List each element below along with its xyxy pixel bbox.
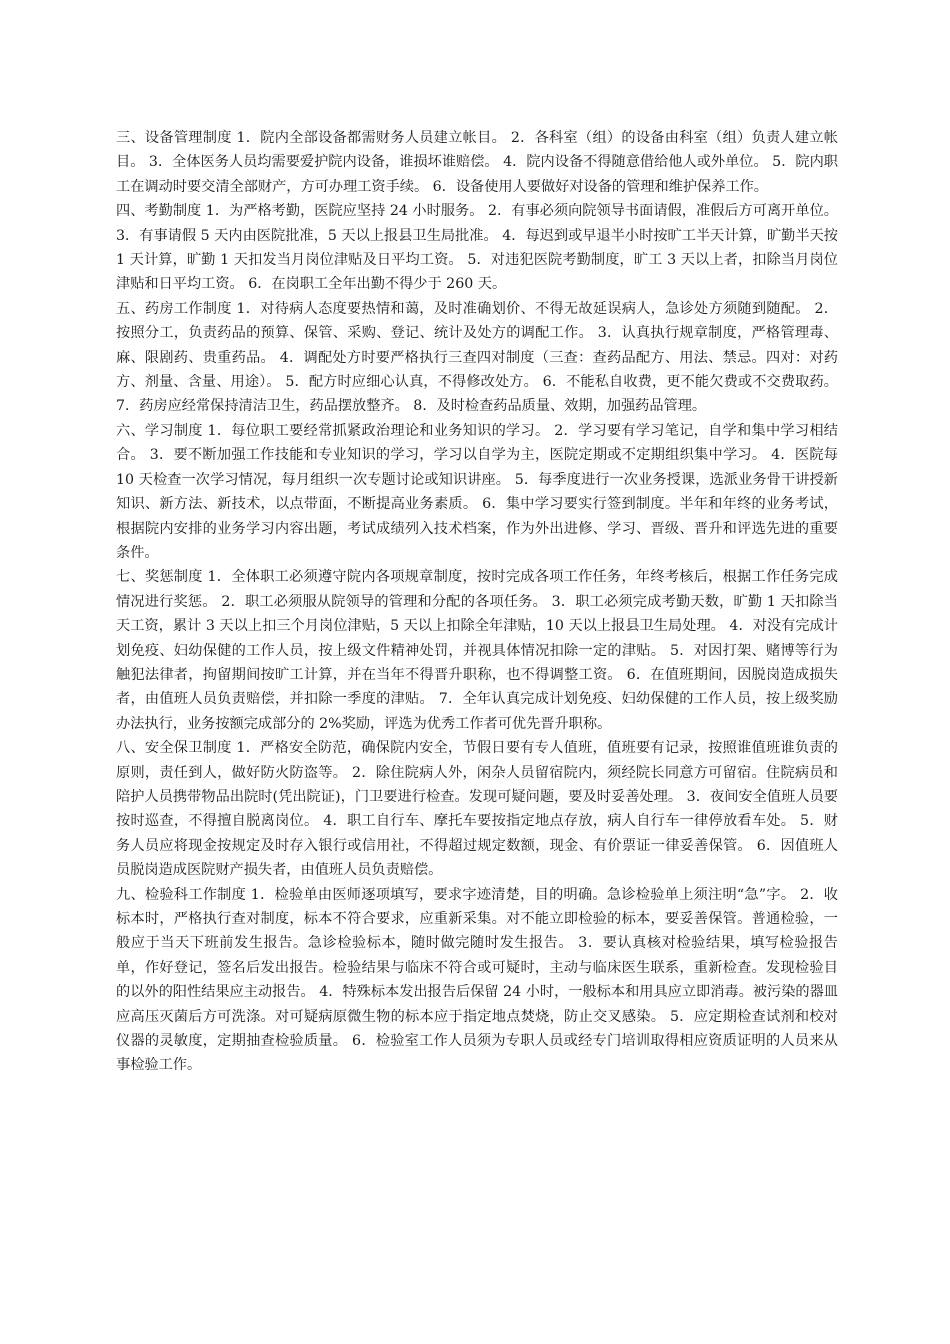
section-attendance: 四、考勤制度 1．为严格考勤，医院应坚持 24 小时服务。 2．有事必须向院领导书面请假，准假后方可离开单位。 3．有事请假 5 天内由医院批准，5 天以上报县卫生局批准。 4．每迟到或早退半小时按旷工半天计算，旷勤半天按 1 天计算，旷勤 1 天扣发当月岗位津贴及日平均工资。 5．对违犯医院考勤制度，旷工 3 天以上者，扣除当月岗位津贴和日平均工资。 6．在岗职工全年出勤不得少于 260 天。 (116, 203, 838, 293)
section-security: 八、安全保卫制度 1．严格安全防范，确保院内安全，节假日要有专人值班，值班要有记录，按照谁值班谁负责的原则，责任到人，做好防火防盗等。 2．除住院病人外，闲杂人员留宿院内，须经院长同意方可留宿。住院病员和陪护人员携带物品出院时(凭出院证)，门卫要进行检查。发现可疑问题，要及时妥善处理。 3．夜间安全值班人员要按时巡查，不得擅自脱离岗位。 4．职工自行车、摩托车要按指定地点存放，病人自行车一律停放看车处。 5．财务人员应将现金按规定及时存入银行或信用社，不得超过规定数额，现金、有价票证一律妥善保管。 6．因值班人员脱岗造成医院财产损失者，由值班人员负责赔偿。 (116, 740, 838, 879)
section-equipment-management: 三、设备管理制度 1．院内全部设备都需财务人员建立帐目。 2．各科室（组）的设备由科室（组）负责人建立帐目。 3．全体医务人员均需要爱护院内设备，谁损坏谁赔偿。 4．院内设备不得随意借给他人或外单位。 5．院内职工在调动时要交清全部财产，方可办理工资手续。 6．设备使用人要做好对设备的管理和维护保养工作。 (116, 130, 838, 195)
section-rewards-penalties: 七、奖惩制度 1．全体职工必须遵守院内各项规章制度，按时完成各项工作任务，年终考核后，根据工作任务完成情况进行奖惩。 2．职工必须服从院领导的管理和分配的各项任务。 3．职工必须完成考勤天数，旷勤 1 天扣除当天工资，累计 3 天以上扣三个月岗位津贴，5 天以上扣除全年津贴，10 天以上报县卫生局处理。 4．对没有完成计划免疫、妇幼保健的工作人员，按上级文件精神处罚，并视具体情况扣除一定的津贴。 5．对因打架、赌博等行为触犯法律者，拘留期间按旷工计算，并在当年不得晋升职称，也不得调整工资。 6．在值班期间，因脱岗造成损失者，由值班人员负责赔偿，并扣除一季度的津贴。 7．全年认真完成计划免疫、妇幼保健的工作人员，按上级奖励办法执行，业务按额完成部分的 2%奖励，评选为优秀工作者可优先晋升职称。 (116, 569, 838, 732)
section-laboratory: 九、检验科工作制度 1．检验单由医师逐项填写，要求字迹清楚，目的明确。急诊检验单上须注明“急”字。 2．收标本时，严格执行查对制度，标本不符合要求，应重新采集。对不能立即检验的标本，要妥善保管。普通检验，一般应于当天下班前发生报告。急诊检验标本，随时做完随时发生报告。 3．要认真核对检验结果，填写检验报告单，作好登记，签名后发出报告。检验结果与临床不符合或可疑时，主动与临床医生联系，重新检查。发现检验目的以外的阳性结果应主动报告。 4．特殊标本发出报告后保留 24 小时，一般标本和用具应立即消毒。被污染的器皿应高压灭菌后方可洗涤。对可疑病原微生物的标本应于指定地点焚烧，防止交叉感染。 5．应定期检查试剂和校对仪器的灵敏度，定期抽查检验质量。 6．检验室工作人员须为专职人员或经专门培训取得相应资质证明的人员来从事检验工作。 (116, 886, 838, 1074)
section-pharmacy: 五、药房工作制度 1．对待病人态度要热情和蔼，及时准确划价、不得无故延误病人，急诊处方须随到随配。 2．按照分工，负责药品的预算、保管、采购、登记、统计及处方的调配工作。 3．认真执行规章制度，严格管理毒、麻、限剧药、贵重药品。 4．调配处方时要严格执行三查四对制度（三查：查药品配方、用法、禁忌。四对：对药方、剂量、含量、用途）。 5．配方时应细心认真，不得修改处方。 6．不能私自收费，更不能欠费或不交费取药。 7．药房应经常保持清洁卫生，药品摆放整齐。 8．及时检查药品质量、效期，加强药品管理。 (116, 300, 838, 415)
section-study: 六、学习制度 1．每位职工要经常抓紧政治理论和业务知识的学习。 2．学习要有学习笔记，自学和集中学习相结合。 3．要不断加强工作技能和专业知识的学习，学习以自学为主，医院定期或不定期组织集中学习。 4．医院每 10 天检查一次学习情况，每月组织一次专题讨论或知识讲座。 5．每季度进行一次业务授课，选派业务骨干讲授新知识、新方法、新技术，以点带面，不断提高业务素质。 6．集中学习要实行签到制度。半年和年终的业务考试，根据院内安排的业务学习内容出题，考试成绩列入技术档案，作为外出进修、学习、晋级、晋升和评选先进的重要条件。 (116, 422, 838, 561)
document-body (116, 126, 838, 1078)
